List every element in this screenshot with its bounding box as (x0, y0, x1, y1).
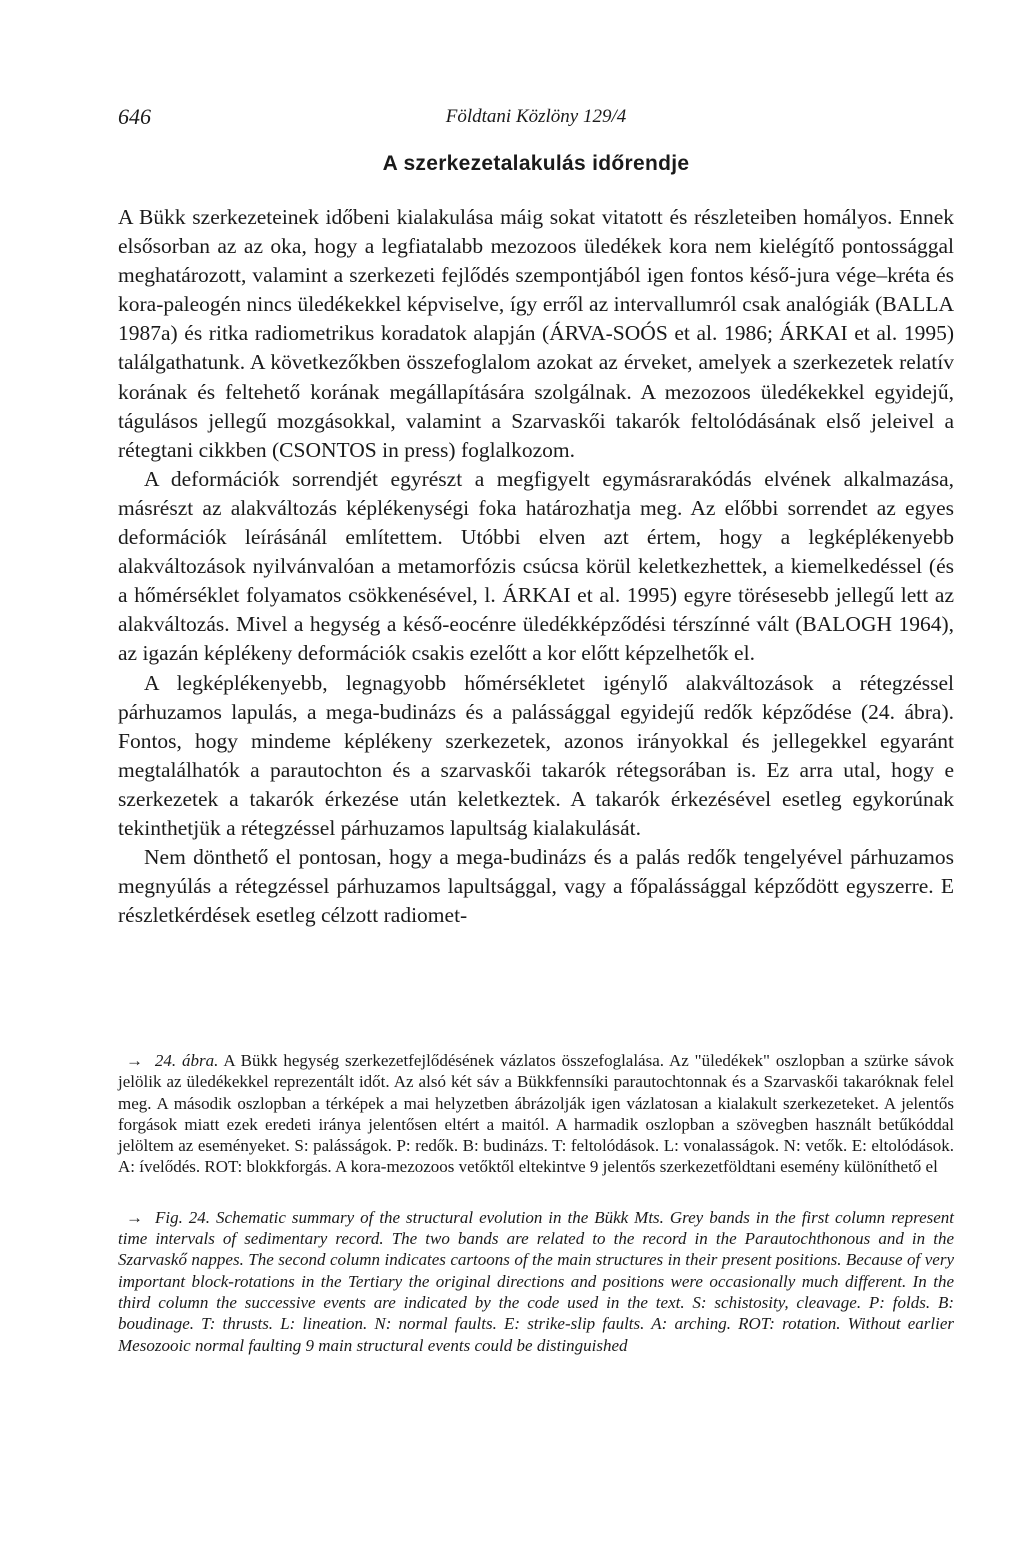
caption-hungarian (118, 1050, 954, 1178)
caption-english-label: Fig. 24. (154, 1207, 211, 1227)
section-title: A szerkezetalakulás időrendje (382, 152, 690, 175)
page-number: 646 (118, 104, 151, 129)
journal-title: Földtani Közlöny 129/4 (445, 106, 627, 127)
paragraph-3: A legképlékenyebb, legnagyobb hőmérsékletet igénylő alakváltozások a rétegzéssel párhuzamos lapulás, a mega-budinázs és a palássággal egyidejű redők képződése (24. ábra). Fontos, hogy mindeme képlékeny szerkezetek, azonos irányokkal és jellegekkel egyaránt megtalálhatók a parautochton és a szarvaskői takarók rétegsorában is. Ez arra utal, hogy e szerkezetek a takarók érkezése után keletkeztek. A takarók érkezésével esetleg egykorúnak tekinthetjük a rétegzéssel párhuzamos lapultság kialakulását. (118, 670, 954, 840)
paragraph-1: A Bükk szerkezeteinek időbeni kialakulása máig sokat vitatott és részleteiben homályos. Ennek elsősorban az az oka, hogy a legfiatalabb mezozoos üledékek kora nem kielégítő pontossággal meghatározott, valamint a szerkezeti fejlődés szempontjából igen fontos késő-jura vége–kréta és kora-paleogén nincs üledékekkel képviselve, így erről az intervallumról csak analógiák (BALLA 1987a) és ritka radiometrikus koradatok alapján (ÁRVA-SOÓS et al. 1986; ÁRKAI et al. 1995) találgathatunk. A következőkben összefoglalom azokat az érveket, amelyek a szerkezetek relatív korának és feltehető korának megállapítására szolgálnak. A mezozoos üledékekkel egyidejű, tágulásos jellegű mozgásokkal, valamint a Szarvaskői takarók feltolódásának első jeleivel a rétegtani cikkben (CSONTOS in press) foglalkozom. (118, 205, 954, 462)
body-text (118, 203, 954, 930)
caption-hungarian-text: A Bükk hegység szerkezetfejlődésének vázlatos összefoglalása. Az "üledékek" oszlopban a szürke sávok jelölik az üledékekkel reprezentált időt. Az alsó két sáv a Bükkfennsíki parautochtonnak és a Szarvaskői takaróknak felel meg. A második oszlopban a térképek a mai helyzetben ábrázolják igen vázlatosan a kialakult szerkezeteket. A jelentős forgások miatt ezek eredeti iránya jelentősen eltért a maitól. A harmadik oszlopban a szövegben használt betűkóddal jelöltem az eseményeket. S: palásságok. P: redők. B: budinázs. T: feltolódások. L: vonalasságok. N: vetők. E: eltolódások. A: ívelődés. ROT: blokkforgás. A kora-mezozoos vetőktől eltekintve 9 jelentős szerkezetföldtani esemény különíthető el (118, 1051, 955, 1177)
paragraph-4: Nem dönthető el pontosan, hogy a mega-budinázs és a palás redők tengelyével párhuzamos megnyúlás a rétegzéssel párhuzamos lapultsággal, vagy a főpalássággal képződött egyszerre. E részletkérdések esetleg célzott radiomet- (118, 845, 954, 928)
page-header (118, 104, 954, 134)
caption-english-text: Schematic summary of the structural evolution in the Bükk Mts. Grey bands in the first column represent time intervals of sedimentary record. The two bands are related to the record in the Parautochthonous and in the Szarvaskő nappes. The second column indicates cartoons of the main structures in their present positions. Because of very important block-rotations in the Tertiary the original directions and positions were occasionally much different. In the third column the successive events are indicated by the code used in the text. S: schistosity, cleavage. P: folds. B: boudinage. T: thrusts. L: lineation. N: normal faults. E: strike-slip faults. A: arching. ROT: rotation. Without earlier Mesozooic normal faulting 9 main structural events could be distinguished (118, 1207, 955, 1355)
caption-hungarian-label: 24. ábra. (154, 1051, 219, 1070)
figure-captions (118, 1050, 954, 1356)
caption-english (118, 1207, 954, 1356)
arrow-right-icon: → (126, 1051, 143, 1070)
paragraph-2: A deformációk sorrendjét egyrészt a megfigyelt egymásrarakódás elvének alkalmazása, másrészt az alakváltozás képlékenységi foka határozhatja meg. Az előbbi sorrendet az egyes deformációk leírásánál említettem. Utóbbi elven azt értem, hogy a legképlékenyebb alakváltozások nyilvánvalóan a metamorfózis csúcsa körül keletkezhettek, a kiemelkedéssel (és a hőmérséklet folyamatos csökkenésével, l. ÁRKAI et al. 1995) egyre törésesebb jellegű lett az alakváltozás. Mivel a hegység a késő-eocénre üledékképződési térszínné vált (BALOGH 1964), az igazán képlékeny deformációk csakis ezelőtt a kor előtt képzelhetők el. (118, 466, 954, 666)
arrow-right-icon: → (126, 1207, 143, 1227)
